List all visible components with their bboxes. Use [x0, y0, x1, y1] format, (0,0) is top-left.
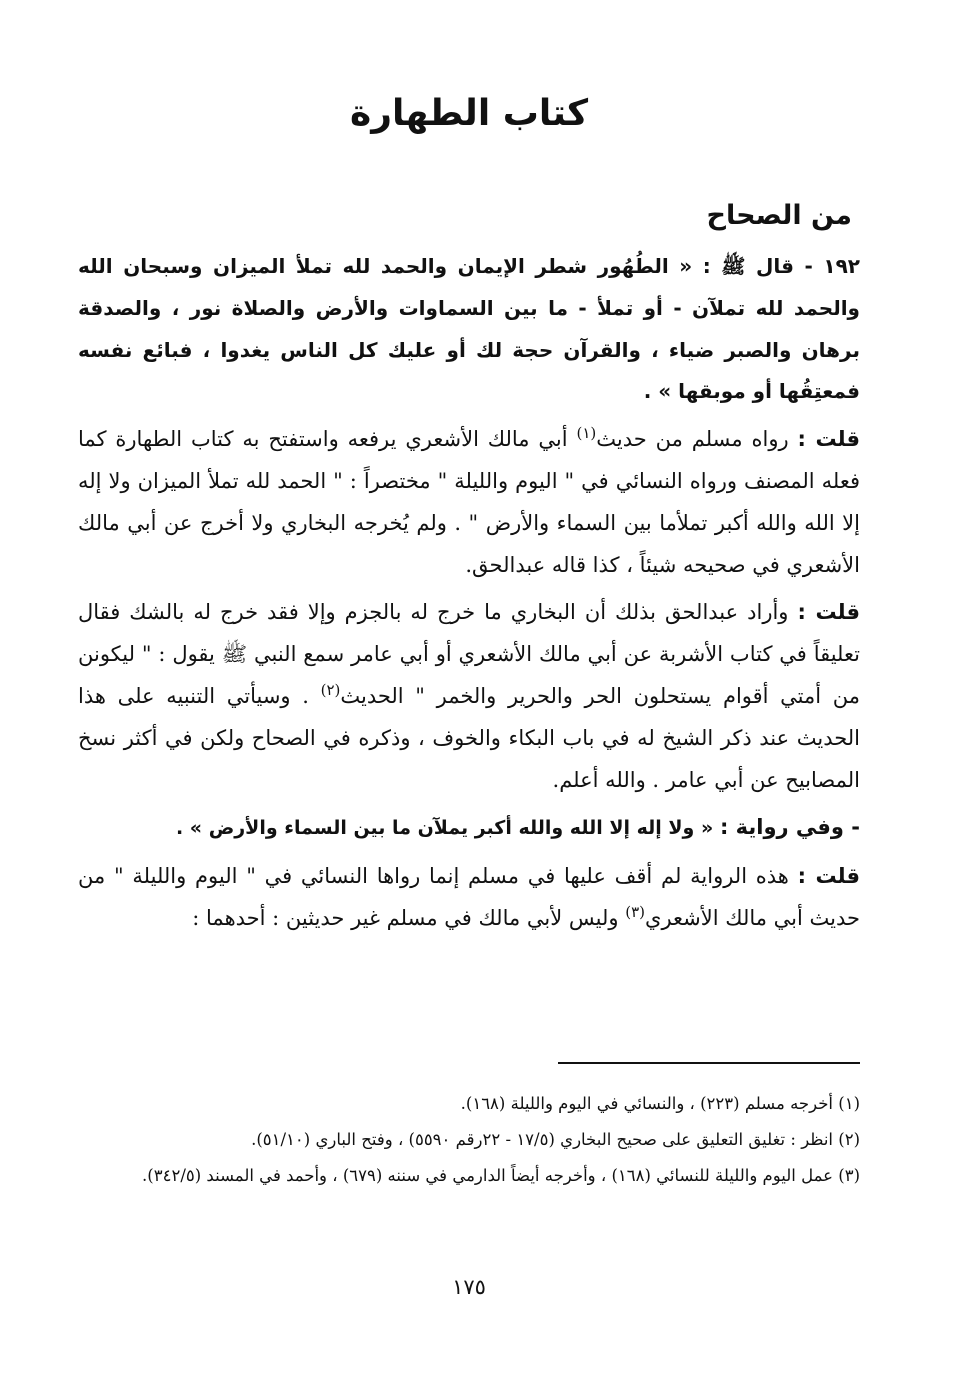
riwaya-paragraph: [78, 807, 860, 850]
commentary-text: هذه الرواية لم أقف عليها في مسلم إنما رواها النسائي في " اليوم والليلة " من حديث أبي مالك الأشعري: [78, 864, 860, 930]
book-page: [78, 0, 860, 1382]
footnote-3: (٣) عمل اليوم والليلة للنسائي (١٦٨) ، وأخرجه أيضاً الدارمي في سننه (٦٧٩) ، وأحمد في المسند (٣٤٢/٥).: [142, 1166, 860, 1185]
riwaya-label: - وفي رواية :: [719, 815, 860, 840]
footnote-2: (٢) انظر : تغليق التعليق على صحيح البخاري (١٧/٥ - ٢٢رقم ٥٥٩٠) ، وفتح الباري (٥١/١٠).: [251, 1130, 860, 1149]
main-text: [78, 246, 860, 946]
footnote-ref-3: (٣): [625, 902, 646, 921]
hadith-text: « الطُهُور شطر الإيمان والحمد لله تملأ الميزان وسبحان الله والحمد لله تملآن - أو تملأ - ما بين السماوات والأرض والصلاة نور ، والصدقة برهان والصبر ضياء ، والقرآن حجة لك أو عليك كل الناس يغدوا ، فبائع نفسه فمعتِقُها أو موبقها » .: [78, 254, 860, 404]
commentary-paragraph-1: [78, 419, 860, 586]
footnote-divider: [558, 1062, 860, 1064]
footnote-ref-2: (٢): [320, 680, 341, 699]
commentary-label: قلت :: [797, 864, 860, 889]
commentary-text: أبي مالك الأشعري يرفعه واستفتح به كتاب الطهارة كما فعله المصنف ورواه النسائي في " اليوم والليلة " مختصراً : " الحمد لله تملأ الميزان ولا إله إلا الله والله أكبر تملأما بين السماء والأرض " . ولم يُخرجه البخاري ولا أخرج عن أبي مالك الأشعري في صحيحه شيئاً ، كذا قاله عبدالحق.: [78, 427, 860, 577]
commentary-text: وليس لأبي مالك في مسلم غير حديثين : أحدهما :: [192, 905, 619, 930]
commentary-label: قلت :: [797, 600, 860, 625]
hadith-number: ١٩٢: [823, 254, 861, 278]
section-heading: من الصحاح: [706, 200, 852, 231]
page-number: ١٧٥: [452, 1275, 486, 1299]
commentary-label: قلت :: [797, 427, 861, 452]
hadith-paragraph: [78, 246, 860, 413]
commentary-paragraph-2: [78, 592, 860, 801]
commentary-text: . وسيأتي التنبيه على هذا الحديث عند ذكر الشيخ له في باب البكاء والخوف ، وذكره في الصحاح ولكن في أكثر نسخ المصابيح عن أبي عامر . والله أعلم.: [78, 683, 860, 792]
footnotes: [78, 1086, 860, 1194]
hadith-intro: - قال ﷺ :: [702, 254, 813, 278]
footnote-1: (١) أخرجه مسلم (٢٢٣) ، والنسائي في اليوم والليلة (١٦٨).: [460, 1094, 860, 1113]
riwaya-text: « ولا إله إلا الله والله أكبر يملآن ما بين السماء والأرض » .: [175, 817, 714, 840]
book-title: كتاب الطهارة: [349, 93, 589, 134]
commentary-paragraph-3: [78, 856, 860, 940]
footnote-ref-1: (١): [576, 424, 597, 443]
commentary-text: رواه مسلم من حديث: [596, 427, 789, 452]
commentary-text: وأراد عبدالحق بذلك أن البخاري ما خرج له بالجزم وإلا فقد خرج له بالشك فقال تعليقاً في كتاب الأشربة عن أبي مالك الأشعري أو أبي عامر سمع النبي ﷺ يقول : " ليكونن من أمتي أقوام يستحلون الحر والحرير والخمر " الحديث: [78, 600, 860, 708]
